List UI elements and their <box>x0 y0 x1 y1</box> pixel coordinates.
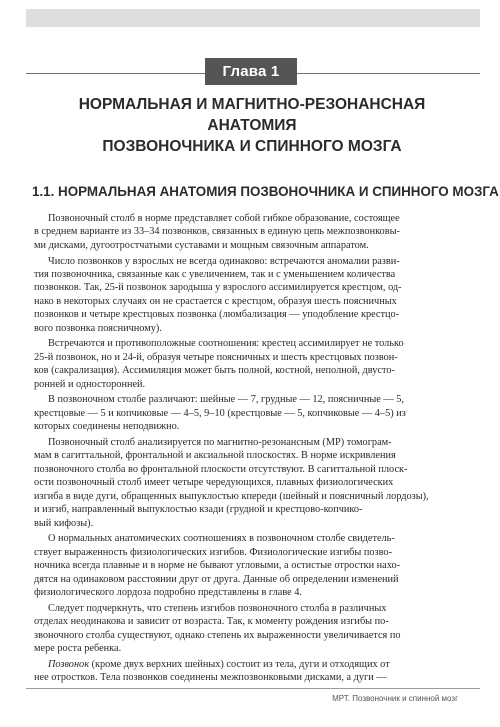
italic-term: Позвонок <box>48 658 90 670</box>
paragraph <box>34 602 454 656</box>
text-line: ночника всегда плавные и в норме не бывают угловыми, а остистые отростки нахо- <box>34 560 401 572</box>
text-line: изгиба в виде дуги, обращенных выпуклостью кпереди (шейный и поясничный лордозы), <box>34 490 429 502</box>
text-line: 25-й позвонок, но и 24-й, образуя четыре поясничных и шесть крестцовых позвон- <box>34 351 398 363</box>
text-line: позвонков и четыре крестцовых позвонка (люмбализация — уподобление крестцо- <box>34 309 400 321</box>
text-line: вый кифозы). <box>34 517 94 529</box>
chapter-label: Глава 1 <box>205 58 297 85</box>
text-line: В позвоночном столбе различают: шейные — 7, грудные — 12, поясничные — 5, <box>48 394 404 406</box>
text-line: ронней и односторонней. <box>34 378 146 390</box>
text-line: мере роста ребенка. <box>34 642 122 654</box>
text-line: вого позвонка поясничному). <box>34 322 162 334</box>
text-line: физиологического лордоза подробно представлены в главе 4. <box>34 586 303 598</box>
chapter-title-line: НОРМАЛЬНАЯ И МАГНИТНО-РЕЗОНАНСНАЯ АНАТОМИЯ <box>78 96 426 134</box>
paragraph <box>34 658 454 685</box>
text-line: ков (сакрализация). Ассимиляция может быть полной, костной, неполной, двусто- <box>34 365 395 377</box>
text-line: Позвоночный столб в норме представляет собой гибкое образование, состоящее <box>48 213 400 224</box>
text-line: которых соединены неподвижно. <box>34 421 180 433</box>
text-line: нее отростков. Тела позвонков соединены межпозвонковыми дисками, а дуги — <box>34 672 387 684</box>
text-line: отделах неодинакова и зависит от возраста. Так, к моменту рождения изгибы по- <box>34 616 389 628</box>
paragraph <box>34 337 454 391</box>
text-line: ости позвоночный столб имеет четыре чередующихся, плавных физиологических <box>34 477 394 489</box>
text-line: позвоночного столба во фронтальной плоскости отсутствуют. В сагиттальной плоск- <box>34 463 408 475</box>
chapter-title <box>40 94 464 157</box>
text-line: нако в некоторых случаях он не срастается с крестцом, образуя шесть поясничных <box>34 295 397 307</box>
text-line: тия позвоночника, связанные как с увеличением, так и с уменьшением количества <box>34 269 396 281</box>
text-line: Следует подчеркнуть, что степень изгибов позвоночного столба в различных <box>48 602 387 614</box>
text-line: Встречаются и противоположные соотношения: крестец ассимилирует не только <box>48 338 404 350</box>
chapter-title-line: ПОЗВОНОЧНИКА И СПИННОГО МОЗГА <box>102 138 402 155</box>
text-line <box>34 658 454 671</box>
paragraph <box>34 393 454 433</box>
paragraph <box>34 532 454 599</box>
text-line: О нормальных анатомических соотношениях в позвоночном столбе свидетель- <box>48 533 395 545</box>
paragraph <box>34 255 454 335</box>
text-line: мам в сагиттальной, фронтальной и аксиальной плоскостях. В норме искривления <box>34 450 396 462</box>
footer-rule <box>26 688 480 689</box>
text-line: в среднем варианте из 33–34 позвонков, связанных в единую цепь межпозвонковы- <box>34 226 400 238</box>
text-line: и изгиб, направленный выпуклостью кзади (грудной и крестцово-копчико- <box>34 504 363 516</box>
text-line: звоночного столба существуют, однако степень их выраженности увеличивается по <box>34 629 401 641</box>
header-band <box>26 9 480 27</box>
text-line: Число позвонков у взрослых не всегда одинаково: встречаются аномалии разви- <box>48 255 400 267</box>
paragraph <box>34 212 454 252</box>
text-line: позвонков. Так, 25-й позвонок зародыша у взрослого ассимилируется крестцом, од- <box>34 282 402 294</box>
body-text <box>34 212 454 687</box>
paragraph <box>34 436 454 530</box>
text-line: Позвоночный столб анализируется по магнитно-резонансным (МР) томограм- <box>48 437 392 449</box>
text-line: ствует выраженность физиологических изгибов. Физиологические изгибы позво- <box>34 546 392 558</box>
text-line: ми дисками, дугоотростчатыми суставами и мощным связочным аппаратом. <box>34 239 369 251</box>
text-line: дятся на одинаковом расстоянии друг от друга. Данные об определении изменений <box>34 573 399 585</box>
text-line: крестцовые — 5 и копчиковые — 4–5, 9–10 (крестцовые — 5, копчиковые — 4–5) из <box>34 407 406 419</box>
running-title: МРТ. Позвоночник и спинной мозг <box>332 694 458 703</box>
text-fragment: (кроме двух верхних шейных) состоит из тела, дуги и отходящих от <box>89 658 390 670</box>
section-title: 1.1. НОРМАЛЬНАЯ АНАТОМИЯ ПОЗВОНОЧНИКА И СПИННОГО МОЗГА <box>32 184 499 199</box>
